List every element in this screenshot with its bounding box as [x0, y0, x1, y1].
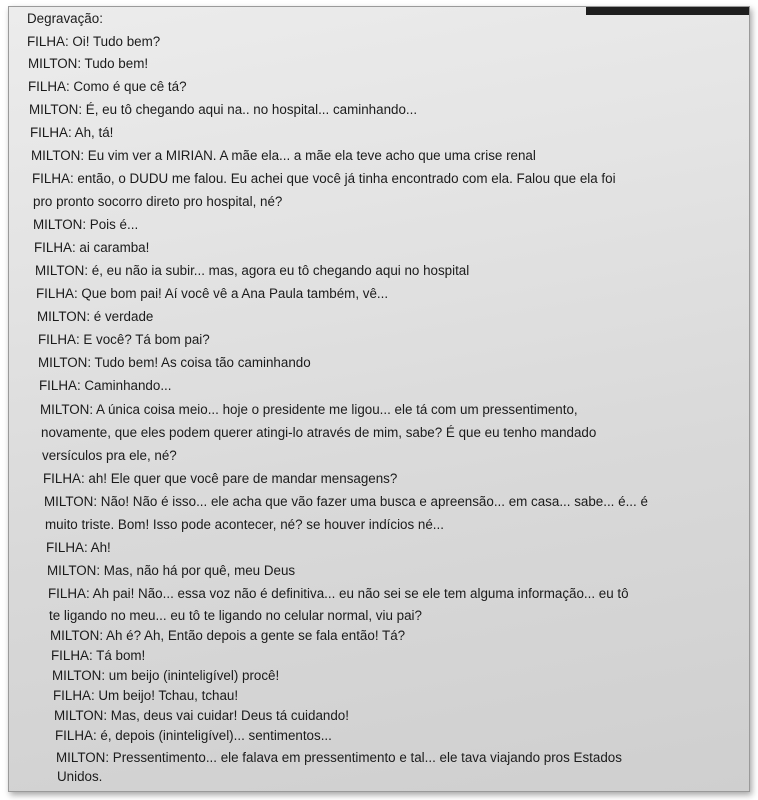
transcript-line: FILHA: ai caramba!	[34, 240, 150, 255]
transcript-line: FILHA: ah! Ele quer que você pare de mandar mensagens?	[43, 471, 398, 486]
transcript-line: FILHA: Ah!	[46, 540, 111, 555]
transcript-line: MILTON: um beijo (ininteligível) procê!	[52, 668, 280, 683]
transcript-line: FILHA: Oi! Tudo bem?	[27, 34, 161, 49]
transcript-line: FILHA: é, depois (ininteligível)... sentimentos...	[55, 728, 332, 743]
transcript-line: MILTON: Pressentimento... ele falava em pressentimento e tal... ele tava viajando pros Estados	[56, 750, 622, 765]
transcript-line: MILTON: Mas, não há por quê, meu Deus	[47, 563, 296, 578]
transcript-line: MILTON: é verdade	[37, 309, 154, 324]
transcript-line: MILTON: A única coisa meio... hoje o presidente me ligou... ele tá com um pressentimento,	[40, 402, 578, 417]
transcript-line: MILTON: é, eu não ia subir... mas, agora eu tô chegando aqui no hospital	[35, 263, 470, 278]
document-photo	[8, 6, 750, 792]
transcript-line: MILTON: Eu vim ver a MIRIAN. A mãe ela... a mãe ela teve acho que uma crise renal	[31, 148, 536, 163]
transcript-line: FILHA: Ah pai! Não... essa voz não é definitiva... eu não sei se ele tem alguma informação... eu tô	[48, 586, 629, 601]
transcript-line: MILTON: Ah é? Ah, Então depois a gente se fala então! Tá?	[50, 628, 406, 643]
transcript-line: MILTON: Pois é...	[33, 217, 139, 232]
transcript-line: MILTON: Tudo bem! As coisa tão caminhando	[38, 355, 311, 370]
transcript-line: MILTON: Não! Não é isso... ele acha que vão fazer uma busca e apreensão... em casa... sabe... é... é	[44, 494, 648, 509]
transcript-line: FILHA: Caminhando...	[39, 378, 172, 393]
transcript-line: FILHA: Tá bom!	[51, 648, 146, 663]
transcript-line: MILTON: É, eu tô chegando aqui na.. no hospital... caminhando...	[29, 102, 418, 117]
transcript-line: pro pronto socorro direto pro hospital, né?	[33, 194, 283, 209]
transcript-line: FILHA: E você? Tá bom pai?	[38, 332, 210, 347]
transcript-line: FILHA: Um beijo! Tchau, tchau!	[53, 688, 239, 703]
transcript	[9, 7, 749, 791]
transcript-line: MILTON: Tudo bem!	[28, 56, 149, 71]
transcript-line: te ligando no meu... eu tô te ligando no celular normal, viu pai?	[49, 608, 422, 623]
transcript-heading: Degravação:	[27, 11, 103, 26]
transcript-line: muito triste. Bom! Isso pode acontecer, né? se houver indícios né...	[45, 517, 444, 532]
transcript-line: versículos pra ele, né?	[42, 448, 177, 463]
transcript-line: FILHA: Como é que cê tá?	[28, 79, 187, 94]
transcript-line: FILHA: Ah, tá!	[30, 125, 114, 140]
transcript-line: FILHA: Que bom pai! Aí você vê a Ana Paula também, vê...	[36, 286, 389, 301]
transcript-line: FILHA: então, o DUDU me falou. Eu achei que você já tinha encontrado com ela. Falou que ela foi	[32, 171, 616, 186]
transcript-line: MILTON: Mas, deus vai cuidar! Deus tá cuidando!	[54, 708, 349, 723]
transcript-line: Unidos.	[57, 769, 103, 784]
transcript-line: novamente, que eles podem querer atingi-lo através de mim, sabe? É que eu tenho mandado	[41, 425, 597, 440]
